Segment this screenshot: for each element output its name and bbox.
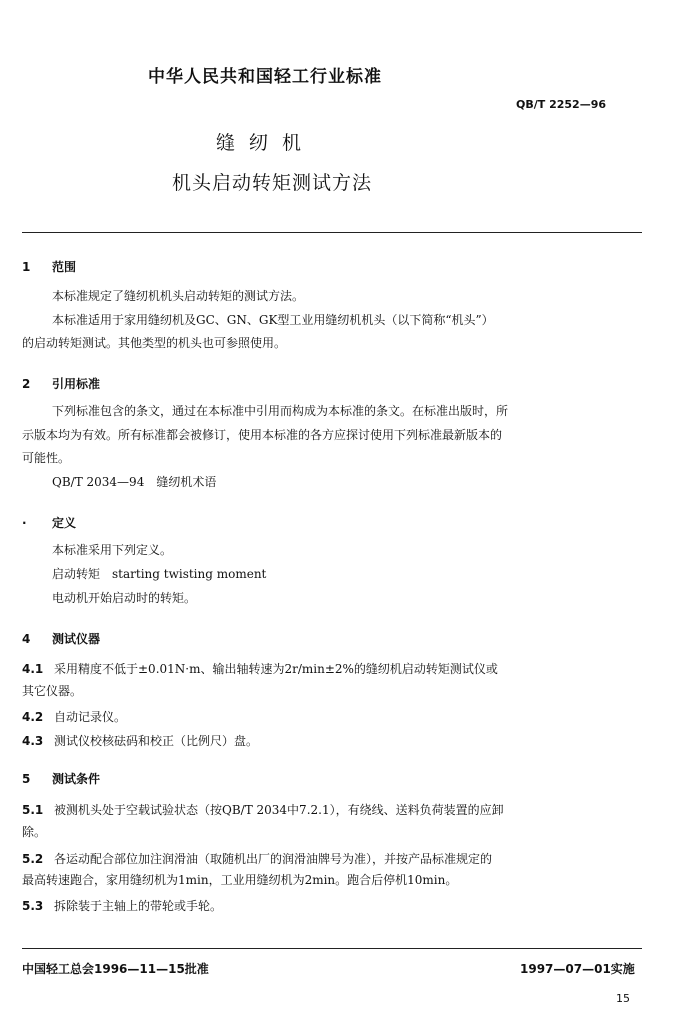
section-2-para-1b: 示版本均为有效。所有标准都会被修订，使用本标准的各方应探讨使用下列标准最新版本的 [22, 428, 503, 442]
section-number: · [22, 516, 27, 530]
section-5-heading [22, 770, 100, 787]
section-number: 5 [22, 772, 31, 786]
clause-5-2 [22, 850, 492, 867]
section-title: 引用标准 [52, 377, 101, 391]
clause-text: 被测机头处于空载试验状态（按QB/T 2034中7.2.1），有绕线、送料负荷装置的应卸 [54, 803, 504, 817]
section-2-heading [22, 375, 100, 392]
section-2-para-1c: 可能性。 [22, 451, 71, 465]
section-title: 测试条件 [52, 772, 101, 786]
standard-type-title: 中华人民共和国轻工行业标准 [148, 67, 382, 87]
clause-5-1-continued: 除。 [22, 825, 47, 839]
section-3-para-1: 本标准采用下列定义。 [52, 543, 173, 557]
section-number: 2 [22, 377, 31, 391]
clause-4-2 [22, 708, 126, 725]
clause-5-3 [22, 897, 222, 914]
document-title-line2: 机头启动转矩测试方法 [172, 172, 373, 194]
section-4-heading [22, 630, 100, 647]
section-3-term: 启动转矩 starting twisting moment [52, 567, 267, 581]
section-1-para-2a: 本标准适用于家用缝纫机及GC、GN、GK型工业用缝纫机机头（以下简称“机头”） [52, 313, 494, 327]
section-3-heading [22, 514, 76, 531]
clause-5-1 [22, 801, 504, 818]
section-1-heading [22, 258, 76, 275]
clause-number: 4.1 [22, 662, 44, 676]
section-2-para-1a: 下列标准包含的条文，通过在本标准中引用而构成为本标准的条文。在标准出版时，所 [52, 404, 509, 418]
section-title: 范围 [52, 260, 77, 274]
section-1-para-2b: 的启动转矩测试。其他类型的机头也可参照使用。 [22, 336, 287, 350]
clause-4-3 [22, 732, 258, 749]
header-divider [22, 232, 642, 233]
clause-number: 5.3 [22, 899, 44, 913]
clause-number: 4.3 [22, 734, 44, 748]
clause-5-2-continued: 最高转速跑合，家用缝纫机为1min，工业用缝纫机为2min。跑合后停机10min。 [22, 873, 458, 887]
approval-date: 中国轻工总会1996—11—15批准 [22, 962, 209, 976]
clause-text: 各运动配合部位加注润滑油（取随机出厂的润滑油牌号为准），并按产品标准规定的 [54, 852, 493, 866]
clause-number: 4.2 [22, 710, 44, 724]
section-1-para-1: 本标准规定了缝纫机机头启动转矩的测试方法。 [52, 289, 305, 303]
effective-date: 1997—07—01实施 [520, 962, 635, 976]
clause-number: 5.1 [22, 803, 44, 817]
standard-code: QB/T 2252—96 [516, 98, 607, 111]
document-title-line1: 缝纫机 [216, 132, 316, 154]
clause-number: 5.2 [22, 852, 44, 866]
section-number: 4 [22, 632, 31, 646]
section-2-reference: QB/T 2034—94 缝纫机术语 [52, 475, 217, 489]
section-number: 1 [22, 260, 31, 274]
clause-text: 测试仪校核砝码和校正（比例尺）盘。 [54, 734, 259, 748]
clause-4-1 [22, 660, 498, 677]
clause-4-1-continued: 其它仪器。 [22, 684, 83, 698]
clause-text: 拆除装于主轴上的带轮或手轮。 [54, 899, 223, 913]
footer-divider [22, 948, 642, 949]
section-3-definition: 电动机开始启动时的转矩。 [52, 591, 197, 605]
section-title: 测试仪器 [52, 632, 101, 646]
clause-text: 采用精度不低于±0.01N·m、输出轴转速为2r/min±2%的缝纫机启动转矩测试仪或 [54, 662, 498, 676]
page-number: 15 [616, 992, 630, 1005]
clause-text: 自动记录仪。 [54, 710, 127, 724]
section-title: 定义 [52, 516, 77, 530]
